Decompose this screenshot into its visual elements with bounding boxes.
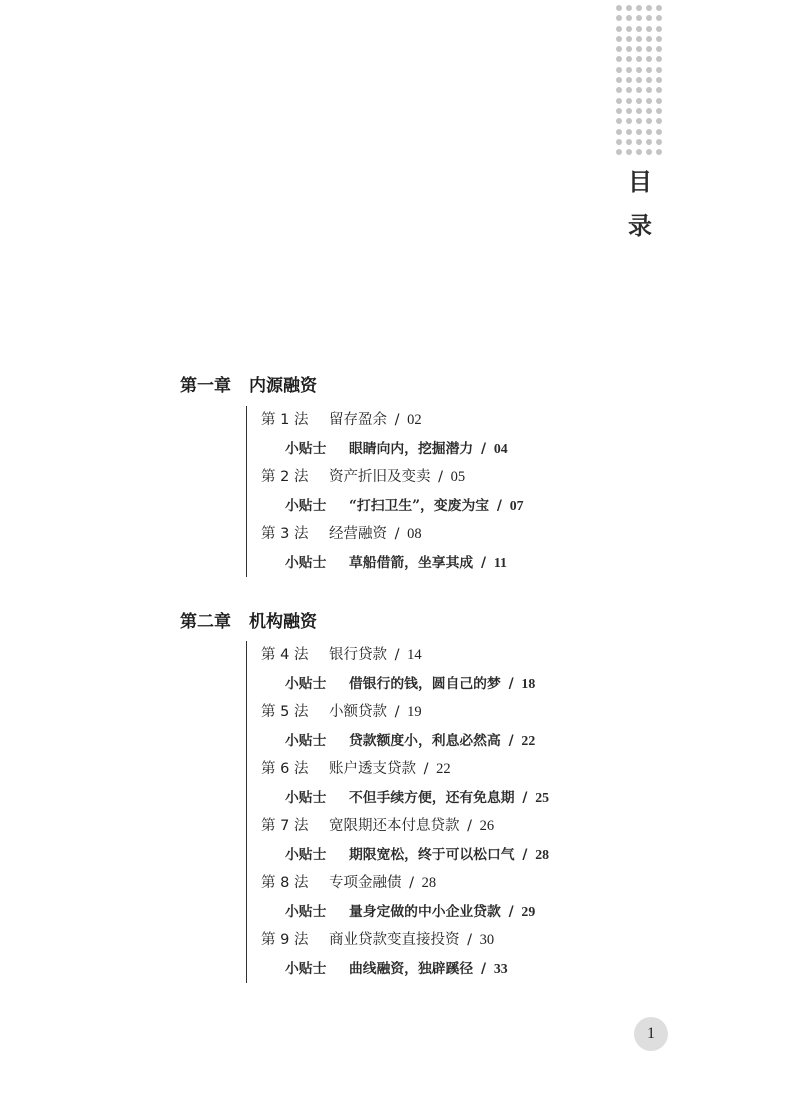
dot	[616, 5, 622, 11]
toc-method-entry[interactable]	[247, 463, 524, 492]
entry-label: 第 5 法	[261, 704, 309, 720]
toc-tip-entry[interactable]	[247, 841, 549, 870]
dot	[636, 77, 642, 83]
dot	[646, 67, 652, 73]
entry-separator: /	[462, 818, 477, 834]
dot	[646, 46, 652, 52]
entry-title: 量身定做的中小企业贷款	[349, 903, 501, 920]
dot	[636, 5, 642, 11]
entry-page: 19	[407, 704, 422, 720]
chapter-1-entries	[246, 406, 524, 577]
dot	[626, 98, 632, 104]
entry-title: 期限宽松，终于可以松口气	[349, 846, 515, 863]
dot	[656, 46, 662, 52]
entry-page: 26	[479, 818, 495, 834]
entry-page: 28	[535, 846, 550, 862]
entry-page: 04	[493, 440, 508, 456]
toc-tip-entry[interactable]	[247, 784, 549, 813]
toc-title-char: 目	[628, 168, 652, 196]
toc-tip-entry[interactable]	[247, 727, 549, 756]
entry-separator: /	[517, 789, 533, 806]
chapter-title: 内源融资	[249, 376, 317, 396]
dot	[626, 149, 632, 155]
dot	[656, 149, 662, 155]
dot	[626, 108, 632, 114]
dot	[646, 129, 652, 135]
entry-label: 小贴士	[285, 789, 327, 806]
entry-title: 贷款额度小，利息必然高	[349, 732, 501, 749]
entry-label: 小贴士	[285, 903, 327, 920]
dot	[636, 98, 642, 104]
dot	[616, 87, 622, 93]
dot	[646, 118, 652, 124]
entry-label: 第 1 法	[261, 412, 309, 428]
entry-page: 02	[407, 412, 422, 428]
toc-method-entry[interactable]	[247, 755, 549, 784]
dot	[616, 36, 622, 42]
dot	[636, 67, 642, 73]
entry-title: 借银行的钱，圆自己的梦	[349, 675, 501, 692]
entry-page: 25	[535, 789, 550, 805]
dot	[616, 98, 622, 104]
entry-page: 08	[407, 526, 422, 542]
entry-page: 29	[521, 903, 536, 919]
entry-page: 11	[493, 554, 507, 570]
toc-method-entry[interactable]	[247, 406, 524, 435]
dot	[626, 129, 632, 135]
dot	[636, 139, 642, 145]
chapter-heading-2[interactable]	[180, 607, 317, 632]
entry-label: 第 4 法	[261, 647, 309, 663]
toc-tip-entry[interactable]	[247, 898, 549, 927]
dot	[636, 87, 642, 93]
dot	[656, 118, 662, 124]
entry-separator: /	[390, 704, 405, 720]
entry-title: 曲线融资，独辟蹊径	[349, 960, 474, 977]
entry-page: 07	[509, 497, 524, 513]
dot	[646, 56, 652, 62]
dot	[656, 98, 662, 104]
dot	[646, 87, 652, 93]
entry-page: 22	[436, 761, 451, 777]
toc-tip-entry[interactable]	[247, 549, 524, 578]
entry-title: 宽限期还本付息贷款	[329, 818, 460, 834]
dot	[656, 56, 662, 62]
entry-separator: /	[492, 497, 507, 514]
dot	[646, 15, 652, 21]
dot	[646, 98, 652, 104]
dot	[616, 149, 622, 155]
entry-label: 小贴士	[285, 675, 327, 692]
entry-separator: /	[476, 960, 491, 977]
entry-title: “打扫卫生”，变废为宝	[349, 497, 490, 514]
dot	[626, 46, 632, 52]
dot	[646, 77, 652, 83]
toc-tip-entry[interactable]	[247, 670, 549, 699]
entry-separator: /	[462, 932, 477, 948]
entry-label: 第 7 法	[261, 818, 309, 834]
chapter-label: 第二章	[180, 612, 231, 632]
dot	[656, 15, 662, 21]
entry-separator: /	[476, 554, 491, 571]
chapter-2-entries	[246, 641, 549, 983]
dot	[616, 77, 622, 83]
entry-label: 第 9 法	[261, 932, 309, 948]
dot	[626, 15, 632, 21]
dot	[656, 5, 662, 11]
entry-title: 经营融资	[329, 526, 387, 542]
dot	[616, 15, 622, 21]
entry-title: 专项金融债	[329, 875, 402, 891]
dot	[646, 139, 652, 145]
entry-label: 小贴士	[285, 440, 327, 457]
entry-separator: /	[476, 440, 491, 457]
dot	[636, 149, 642, 155]
entry-title: 眼睛向内，挖掘潜力	[349, 440, 474, 457]
chapter-title: 机构融资	[249, 612, 317, 632]
toc-tip-entry[interactable]	[247, 435, 524, 464]
dot	[646, 108, 652, 114]
dot	[626, 36, 632, 42]
entry-label: 第 8 法	[261, 875, 309, 891]
page-number-badge: 1	[634, 1017, 668, 1051]
entry-title: 商业贷款变直接投资	[329, 932, 460, 948]
dot	[656, 129, 662, 135]
decorative-dot-pattern	[616, 5, 664, 155]
entry-separator: /	[404, 875, 419, 891]
entry-label: 小贴士	[285, 732, 327, 749]
dot	[646, 149, 652, 155]
dot	[646, 5, 652, 11]
dot	[636, 108, 642, 114]
entry-separator: /	[433, 469, 448, 485]
entry-title: 资产折旧及变卖	[329, 469, 431, 485]
entry-page: 33	[493, 960, 508, 976]
toc-method-entry[interactable]	[247, 812, 549, 841]
dot	[626, 5, 632, 11]
dot	[646, 26, 652, 32]
entry-separator: /	[390, 526, 405, 542]
dot	[616, 129, 622, 135]
entry-separator: /	[390, 647, 405, 663]
toc-method-entry[interactable]	[247, 926, 549, 955]
dot	[636, 15, 642, 21]
dot	[616, 118, 622, 124]
dot	[636, 46, 642, 52]
entry-separator: /	[503, 732, 519, 749]
dot	[656, 26, 662, 32]
entry-title: 草船借箭，坐享其成	[349, 554, 474, 571]
dot	[636, 56, 642, 62]
dot	[656, 108, 662, 114]
dot	[616, 56, 622, 62]
dot	[616, 26, 622, 32]
dot	[616, 46, 622, 52]
dot	[626, 87, 632, 93]
dot	[626, 67, 632, 73]
entry-label: 第 2 法	[261, 469, 309, 485]
toc-title	[624, 170, 656, 258]
dot	[656, 36, 662, 42]
dot	[656, 77, 662, 83]
toc-tip-entry[interactable]	[247, 955, 549, 984]
entry-title: 留存盈余	[329, 412, 387, 428]
dot	[646, 36, 652, 42]
entry-page: 22	[521, 732, 536, 748]
dot	[616, 139, 622, 145]
dot	[656, 139, 662, 145]
dot	[636, 26, 642, 32]
dot	[626, 139, 632, 145]
entry-separator: /	[503, 903, 519, 920]
chapter-heading-1[interactable]	[180, 371, 317, 396]
entry-label: 第 6 法	[261, 761, 309, 777]
chapter-label: 第一章	[180, 376, 231, 396]
entry-page: 14	[407, 647, 422, 663]
entry-title: 账户透支贷款	[329, 761, 416, 777]
dot	[656, 87, 662, 93]
dot	[626, 26, 632, 32]
entry-separator: /	[390, 412, 405, 428]
dot	[636, 36, 642, 42]
entry-label: 第 3 法	[261, 526, 309, 542]
entry-separator: /	[503, 675, 519, 692]
entry-label: 小贴士	[285, 554, 327, 571]
dot	[636, 129, 642, 135]
dot	[616, 67, 622, 73]
entry-title: 小额贷款	[329, 704, 387, 720]
entry-page: 05	[450, 469, 466, 485]
entry-page: 18	[521, 675, 536, 691]
entry-separator: /	[419, 761, 434, 777]
entry-title: 银行贷款	[329, 647, 387, 663]
entry-label: 小贴士	[285, 846, 327, 863]
toc-method-entry[interactable]	[247, 520, 524, 549]
toc-method-entry[interactable]	[247, 698, 549, 727]
entry-label: 小贴士	[285, 497, 327, 514]
entry-separator: /	[517, 846, 533, 863]
dot	[616, 108, 622, 114]
dot	[626, 56, 632, 62]
dot	[656, 67, 662, 73]
toc-method-entry[interactable]	[247, 641, 549, 670]
entry-label: 小贴士	[285, 960, 327, 977]
toc-method-entry[interactable]	[247, 869, 549, 898]
dot	[636, 118, 642, 124]
dot	[626, 118, 632, 124]
entry-page: 30	[479, 932, 495, 948]
toc-tip-entry[interactable]	[247, 492, 524, 521]
entry-title: 不但手续方便，还有免息期	[349, 789, 515, 806]
entry-page: 28	[421, 875, 437, 891]
toc-title-char: 录	[628, 212, 652, 240]
dot	[626, 77, 632, 83]
